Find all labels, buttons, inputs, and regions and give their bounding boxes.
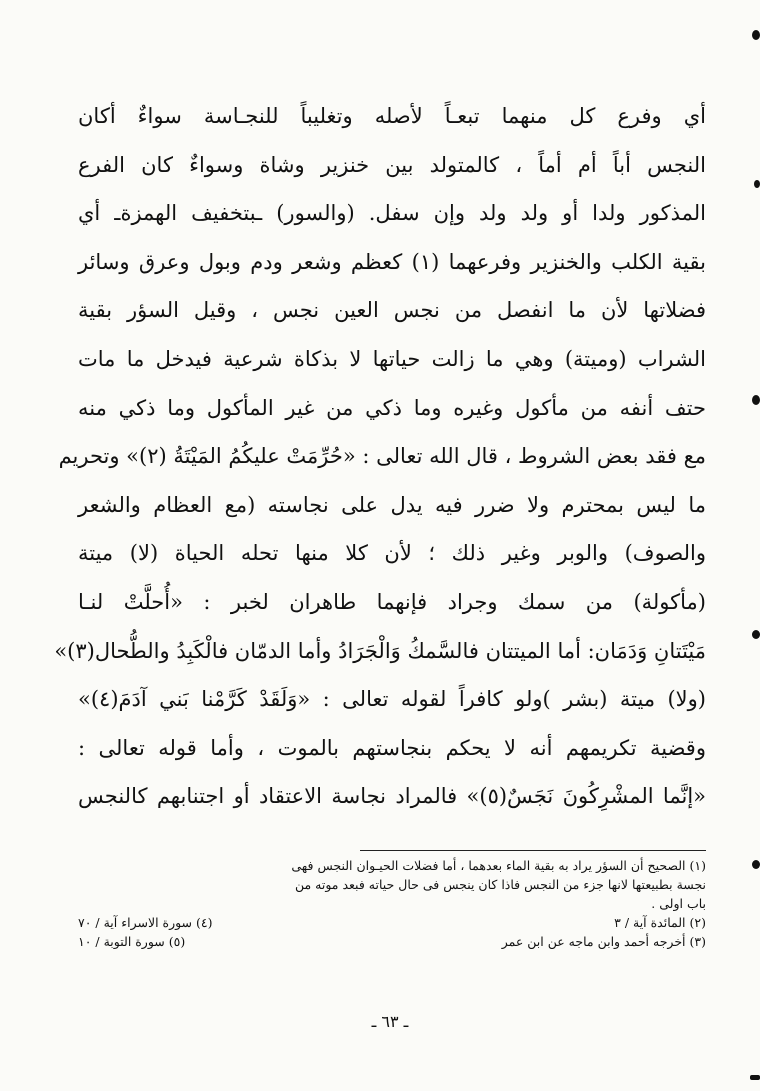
main-text: [54, 92, 707, 821]
footnote-1-line-1: (١) الصحيح أن السؤر يراد به بقية الماء بعدهما ، أما فضلات الحيـوان النجس فهى: [291, 858, 706, 873]
text-line-4: بقية الكلب والخنزير وفرعهما (١) كعظم وشعر ودم وبول وعرق وسائر: [78, 249, 706, 274]
text-line-5: فضلاتها لأن ما انفصل من نجس العين نجس ، وقيل السؤر بقية: [78, 298, 706, 323]
text-line-7: حتف أنفه من مأكول وغيره وما ذكي من غير المأكول وما ذكي منه: [78, 395, 706, 420]
footnote-4: (٤) سورة الاسراء آية / ٧٠: [78, 915, 213, 930]
scan-edge-mark-5: [752, 860, 760, 869]
footnote-1-line-3: باب اولى .: [651, 896, 706, 911]
text-line-8: مع فقد بعض الشروط ، قال الله تعالى : «حُرِّمَتْ عليكُمُ المَيْتَةُ (٢)» وتحريم: [58, 444, 706, 469]
text-line-12: مَيْتَتانِ وَدَمَان: أما الميتتان فالسَّمكُ وَالْجَرَادُ وأما الدمّان فالْكَبِدُ والطُّحال(٣)»: [54, 638, 706, 663]
page-number: ـ ٦٣ ـ: [371, 1012, 409, 1031]
text-line-2: النجس أباً أم أماً ، كالمتولد بين خنزير وشاة وسواءٌ كان الفرع: [78, 152, 706, 177]
text-line-9: ما ليس بمحترم ولا ضرر فيه يدل على نجاسته (مع العظام والشعر: [78, 492, 706, 517]
text-line-10: والصوف) والوبر وغير ذلك ؛ لأن كلا منها تحله الحياة (لا) ميتة: [78, 541, 706, 566]
scan-edge-mark-6: [750, 1075, 760, 1080]
footnote-row-3-5: [78, 932, 706, 951]
scan-edge-mark-1: [752, 30, 760, 40]
text-line-6: الشراب (وميتة) وهي ما زالت حياتها لا بذكاة شرعية فيدخل ما مات: [78, 346, 706, 371]
scan-edge-mark-4: [752, 630, 760, 639]
scan-edge-mark-3: [752, 395, 760, 405]
footnote-5: (٥) سورة التوبة / ١٠: [78, 934, 186, 949]
text-line-11: (مأكولة) من سمك وجراد فإنهما طاهران لخبر : «أُحلَّتْ لنـا: [78, 589, 706, 614]
footnote-divider: [360, 850, 706, 851]
footnote-row-2-4: [78, 913, 706, 932]
footnote-2: (٢) المائدة آية / ٣: [614, 915, 706, 930]
footnote-1-line-2: نجسة بطبيعتها لانها جزء من النجس فاذا كان ينجس فى حال حياته فبعد موته من: [294, 877, 706, 892]
text-line-13: (ولا) ميتة (بشر )ولو كافراً لقوله تعالى : «وَلَقَدْ كَرَّمْنا بَني آدَمَ(٤)»: [78, 687, 706, 712]
text-line-1: أي وفرع كل منهما تبعـاً لأصله وتغليباً للنجـاسة سواءٌ أكان: [78, 104, 706, 128]
text-line-3: المذكور ولدا أو ولد ولد وإن سفل. (والسور) ـبتخفيف الهمزةـ أي: [78, 201, 706, 226]
text-line-15: «إنَّما المشْرِكُونَ نَجَسٌ(٥)» فالمراد نجاسة الاعتقاد أو اجتنابهم كالنجس: [78, 784, 707, 809]
footnote-3: (٣) أخرجه أحمد وابن ماجه عن ابن عمر: [501, 934, 706, 949]
footnotes: [78, 856, 706, 951]
text-line-14: وقضية تكريمهم أنه لا يحكم بنجاستهم بالموت ، وأما قوله تعالى :: [78, 735, 706, 760]
scan-edge-mark-2: [754, 180, 760, 188]
